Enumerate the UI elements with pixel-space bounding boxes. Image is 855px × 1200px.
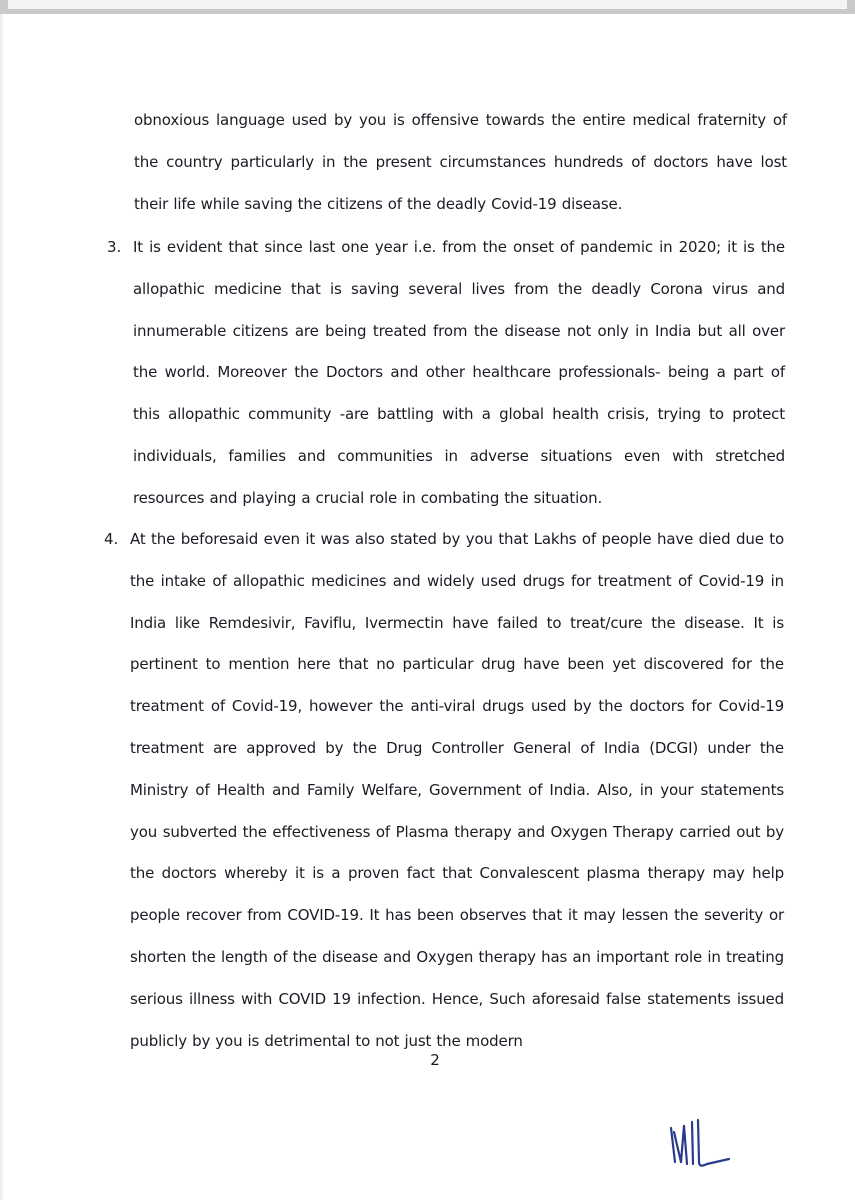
item-number-3: 3.: [107, 238, 122, 256]
signature-stroke: [698, 1120, 729, 1166]
paragraph-item-4: At the beforesaid even it was also stated by you that Lakhs of people have died due to the intake of allopathic medicines and widely used drugs for treatment of Covid-19 in India like Remdesivir, Faviflu, Ivermectin have failed to treat/cure the disease. It is pertinent to mention here that no particular drug have been yet discovered for the treatment of Covid-19, however the anti-viral drugs used by the doctors for Covid-19 treatment are approved by the Drug Controller General of India (DCGI) under the Ministry of Health and Family Welfare, Government of India. Also, in your statements you subverted the effectiveness of Plasma therapy and Oxygen Therapy carried out by the doctors whereby it is a proven fact that Convalescent plasma therapy may help people recover from COVID-19. It has been observes that it may lessen the severity or shorten the length of the disease and Oxygen therapy has an important role in treating serious illness with COVID 19 infection. Hence, Such aforesaid false statements issued publicly by you is detrimental to not just the modern: [130, 530, 784, 1050]
signature-stroke: [692, 1122, 693, 1164]
item-number-4: 4.: [104, 530, 119, 548]
paragraph-continuation: obnoxious language used by you is offensive towards the entire medical fraternity of the country particularly in the present circumstances hundreds of doctors have lost their life while saving the citizens of the deadly Covid-19 disease.: [134, 111, 787, 213]
paragraph-item-3: It is evident that since last one year i.e. from the onset of pandemic in 2020; it is the allopathic medicine that is saving several lives from the deadly Corona virus and innumerable citizens are being treated from the disease not only in India but all over the world. Moreover the Doctors and other healthcare professionals- being a part of this allopathic community -are battling with a global health crisis, trying to protect individuals, families and communities in adverse situations even with stretched resources and playing a crucial role in combating the situation.: [133, 238, 785, 507]
signature-stroke: [684, 1126, 687, 1164]
handwritten-initials-signature: [665, 1112, 745, 1172]
page-number: 2: [430, 1051, 440, 1069]
